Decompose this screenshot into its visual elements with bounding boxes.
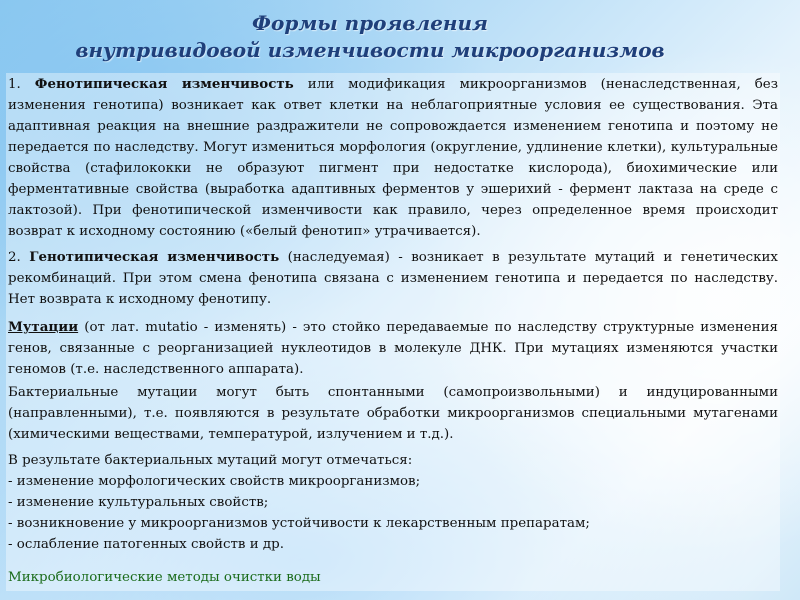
- list-item: - изменение морфологических свойств микроорганизмов;: [8, 474, 421, 489]
- paragraph-genotypic: [8, 247, 778, 310]
- slide-title: [0, 10, 740, 64]
- footer-link[interactable]: Микробиологические методы очистки воды: [8, 570, 321, 585]
- title-line-2: внутривидовой изменчивости микроорганизмов: [75, 38, 665, 62]
- term-mutations: Мутации: [8, 319, 79, 335]
- paragraph-text: Бактериальные мутации могут быть спонтанными (самопроизвольными) и индуцированными (направленными), т.е. появляются в результате обработки микроорганизмов специальными мутагенами (химическими веществами, температурой, излучением и т.д.).: [8, 385, 778, 442]
- paragraph-text: или модификация микроорганизмов (ненаследственная, без изменения генотипа) возникает как ответ клетки на неблагоприятные условия ее существования. Эта адаптивная реакция на внешние раздражители не сопровождается изменением генотипа и поэтому не передается по наследству. Могут измениться морфология (округление, удлинение клетки), культуральные свойства (стафилококки не образуют пигмент при недостатке кислорода), биохимические или ферментативные свойства (выработка адаптивных ферментов у эшерихий - фермент лактаза на среде с лактозой). При фенотипической изменчивости как правило, через определенное время происходит возврат к исходному состоянию («белый фенотип» утрачивается).: [8, 77, 779, 239]
- paragraph-phenotypic: [8, 74, 778, 242]
- paragraph-number: 1.: [8, 77, 35, 92]
- paragraph-text: (наследуемая) - возникает в результате мутаций и генетических рекомбинаций. При этом смена фенотипа связана с изменением генотипа и передается по наследству. Нет возврата к исходному фенотипу.: [8, 250, 778, 307]
- results-intro: В результате бактериальных мутаций могут отмечаться:: [8, 453, 413, 468]
- results-list: [8, 450, 778, 555]
- paragraph-number: 2.: [8, 250, 30, 265]
- title-line-1: Формы проявления: [252, 11, 488, 35]
- term-phenotypic: Фенотипическая изменчивость: [34, 76, 294, 92]
- paragraph-mutations: [8, 317, 778, 380]
- paragraph-text: (от лат. mutatio - изменять) - это стойко передаваемые по наследству структурные изменения генов, связанные с реорганизацией нуклеотидов в молекуле ДНК. При мутациях изменяются участки геномов (т.е. наследственного аппарата).: [8, 320, 778, 377]
- paragraph-bacterial: [8, 382, 778, 445]
- term-genotypic: Генотипическая изменчивость: [29, 249, 280, 265]
- list-item: - ослабление патогенных свойств и др.: [8, 537, 284, 552]
- list-item: - изменение культуральных свойств;: [8, 495, 269, 510]
- list-item: - возникновение у микроорганизмов устойчивости к лекарственным препаратам;: [8, 516, 590, 531]
